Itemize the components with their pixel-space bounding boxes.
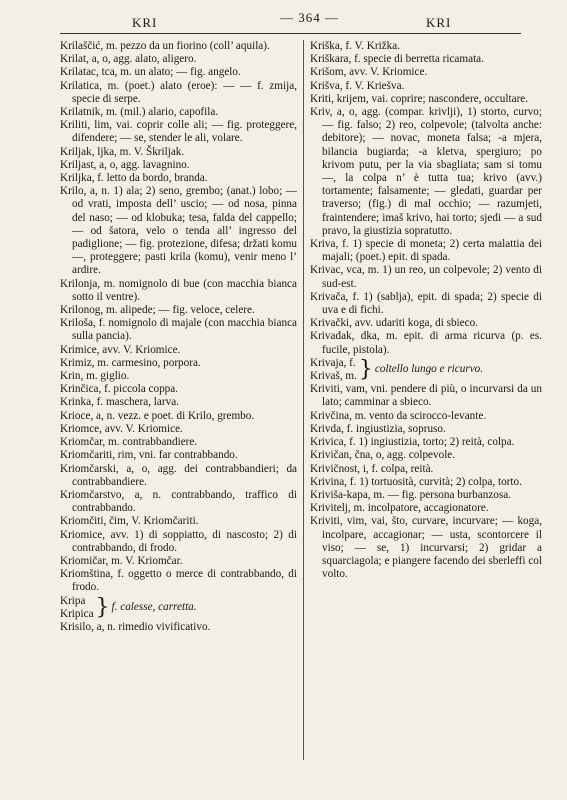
braced-gloss: coltello lungo e ricurvo. — [374, 363, 484, 376]
dictionary-entry: Krinka, f. maschera, larva. — [60, 396, 179, 409]
dictionary-entry: Krilo, a, n. 1) ala; 2) seno, grembo; (anat.) lobo; — od vrati, imposta dell’ uscio; — od nosa, pinna del naso; — od klobuka; tesa, falda del cappello; — od šatora, velo o tenda all’ ingresso del padiglione; — fig. protezione, difesa; držati komu —, proteggere; pasti krila (komu), venir meno l’ ardire. — [60, 185, 297, 277]
dictionary-entry: Kriomčiti, čim, V. Kriomčariti. — [60, 515, 199, 528]
dictionary-entry: Krivica, f. 1) ingiustizia, torto; 2) reità, colpa. — [310, 436, 515, 449]
dictionary-entry: Kriloša, f. nomignolo di majale (con macchia bianca sulla pancia). — [60, 317, 297, 343]
dictionary-entry: Kriviti, vam, vni. pendere di più, o incurvarsi da un lato; camminar a sbieco. — [310, 383, 542, 409]
header-rule — [60, 33, 521, 34]
dictionary-entry: Kriška, f. V. Križka. — [310, 40, 401, 52]
dictionary-entry: Kriomština, f. oggetto o merce di contrabbando, di frodo. — [60, 568, 297, 594]
dictionary-entry: Kriljast, a, o, agg. lavagnino. — [60, 158, 190, 171]
dictionary-entry: Krimiz, m. carmesino, porpora. — [60, 356, 201, 369]
dictionary-entry: Krivčina, m. vento da scirocco-levante. — [310, 409, 487, 422]
dictionary-entry: Krivičan, čna, o, agg. colpevole. — [310, 449, 456, 462]
dictionary-entry: Krinčica, f. piccola coppa. — [60, 383, 179, 396]
page-header — [60, 6, 521, 36]
right-column — [310, 40, 542, 800]
dictionary-entry: Krivac, vca, m. 1) un reo, un colpevole; 2) vento di sud-est. — [310, 264, 542, 290]
dictionary-entry: Krišva, f. V. Kriešva. — [310, 79, 405, 92]
dictionary-entry: Kriliti, lim, vai. coprir colle ali; — fig. proteggere, difendere; — se, stender le ali, volare. — [60, 119, 297, 145]
dictionary-entry: Kriomice, avv. 1) di soppiatto, di nascosto; 2) di contrabbando, di frodo. — [60, 528, 297, 554]
dictionary-entry: Krilatica, m. (poet.) alato (eroe): — — f. zmija, specie di serpe. — [60, 79, 297, 105]
dictionary-entry: Krimice, avv. V. Kriomice. — [60, 343, 181, 356]
braced-entry — [310, 357, 542, 383]
dictionary-entry: Krilonog, m. alipede; — fig. veloce, celere. — [60, 304, 255, 317]
dictionary-entry: Kriva, f. 1) specie di moneta; 2) certa malattia dei majali; (poet.) epit. di spada. — [310, 238, 542, 264]
brace-mark: } — [358, 357, 373, 383]
dictionary-entry: Krin, m. giglio. — [60, 370, 130, 383]
dictionary-entry: Krisilo, a, n. rimedio vivificativo. — [60, 620, 211, 633]
dictionary-entry: Kriljka, f. letto da bordo, branda. — [60, 172, 208, 185]
dictionary-entry: Kriomčarstvo, a, n. contrabbando, traffico di contrabbando. — [60, 488, 297, 515]
column-divider — [303, 40, 304, 760]
dictionary-entry: Kriomce, avv. V. Kriomice. — [60, 422, 183, 435]
headword: Krivaš, m. — [310, 370, 357, 383]
dictionary-entry: Krišom, avv. V. Kriomice. — [310, 66, 428, 79]
dictionary-entry: Kriomčar, m. contrabbandiere. — [60, 436, 198, 449]
dictionary-entry: Kriviša-kapa, m. — fig. persona burbanzosa. — [310, 488, 512, 501]
dictionary-entry: Krilatnik, m. (mil.) alario, capofila. — [60, 106, 219, 119]
braced-entry — [60, 595, 297, 621]
braced-headwords — [60, 595, 94, 621]
headword: Krivaja, f. — [310, 356, 356, 369]
dictionary-entry: Krilaščić, m. pezzo da un fiorino (coll’ aquila). — [60, 40, 270, 52]
dictionary-entry: Kriljak, ljka, m. V. Škriljak. — [60, 145, 185, 158]
dictionary-entry: Kriomičar, m. V. Kriomčar. — [60, 554, 183, 567]
page-number: — 364 — — [280, 10, 339, 25]
braced-gloss: f. calesse, carretta. — [111, 601, 197, 614]
dictionary-entry: Kriviti, vim, vai, što, curvare, incurvare; — koga, incolpare, accagionar; — usta, scontorcere il viso; — se, 1) incurvarsi; 2) gridar a squarciagola; e piangere facendo dei sberleffi col volto. — [310, 515, 542, 581]
dictionary-entry: Krivitelj, m. incolpatore, accagionatore. — [310, 502, 489, 515]
dictionary-entry: Kriti, krijem, vai. coprire; nascondere, occultare. — [310, 92, 529, 105]
dictionary-entry: Kriv, a, o, agg. (compar. krivlji), 1) storto, curvo; — fig. falso; 2) reo, colpevole; (talvolta anche: debitore); — novac, moneta falsa; -a mjera, bilancia bugiarda; -a kletva, spergiuro; po krivom putu, per la via sbagliata; sam si tomu —, la colpa n’ è tutta tua; krivo (avv.) tortamente; falsamente; — gledati, guardar per traverso; (fig.) di mal occhio; — razumjeti, fraintendere; imaš krivo, hai torto; sjedi — a sud pravo, la giustizia sopratutto. — [310, 106, 542, 237]
dictionary-entry: Kriomčariti, rim, vni. far contrabbando. — [60, 449, 238, 462]
left-column — [60, 40, 297, 800]
dictionary-entry: Krivičnost, i, f. colpa, reità. — [310, 462, 434, 475]
dictionary-entry: Krilatac, tca, m. un alato; — fig. angelo. — [60, 66, 241, 79]
braced-headwords — [310, 357, 357, 383]
dictionary-entry: Krioce, a, n. vezz. e poet. di Krilo, grembo. — [60, 409, 255, 422]
text-columns — [60, 40, 540, 800]
dictionary-entry: Krilat, a, o, agg. alato, aligero. — [60, 53, 197, 66]
dictionary-entry: Kriomčarski, a, o, agg. dei contrabbandieri; da contrabbandiere. — [60, 462, 297, 488]
dictionary-entry: Krivda, f. ingiustizia, sopruso. — [310, 422, 446, 435]
dictionary-entry: Krivadak, dka, m. epit. di arma ricurva (p. es. fucile, pistola). — [310, 330, 542, 356]
dictionary-entry: Krivina, f. 1) tortuosità, curvità; 2) colpa, torto. — [310, 475, 522, 488]
brace-mark: } — [95, 594, 110, 620]
dictionary-entry: Krivački, avv. udariti koga, di sbieco. — [310, 317, 478, 330]
headword: Kripica — [60, 607, 94, 620]
headword: Kripa — [60, 594, 86, 607]
dictionary-entry: Kriškara, f. specie di berretta ricamata. — [310, 53, 484, 66]
right-running-head: KRI — [426, 15, 452, 30]
dictionary-entry: Krivača, f. 1) (sablja), epit. di spada; 2) specie di uva e di fichi. — [310, 290, 542, 317]
left-running-head: KRI — [132, 15, 158, 30]
dictionary-entry: Krilonja, m. nomignolo di bue (con macchia bianca sotto il ventre). — [60, 277, 297, 303]
